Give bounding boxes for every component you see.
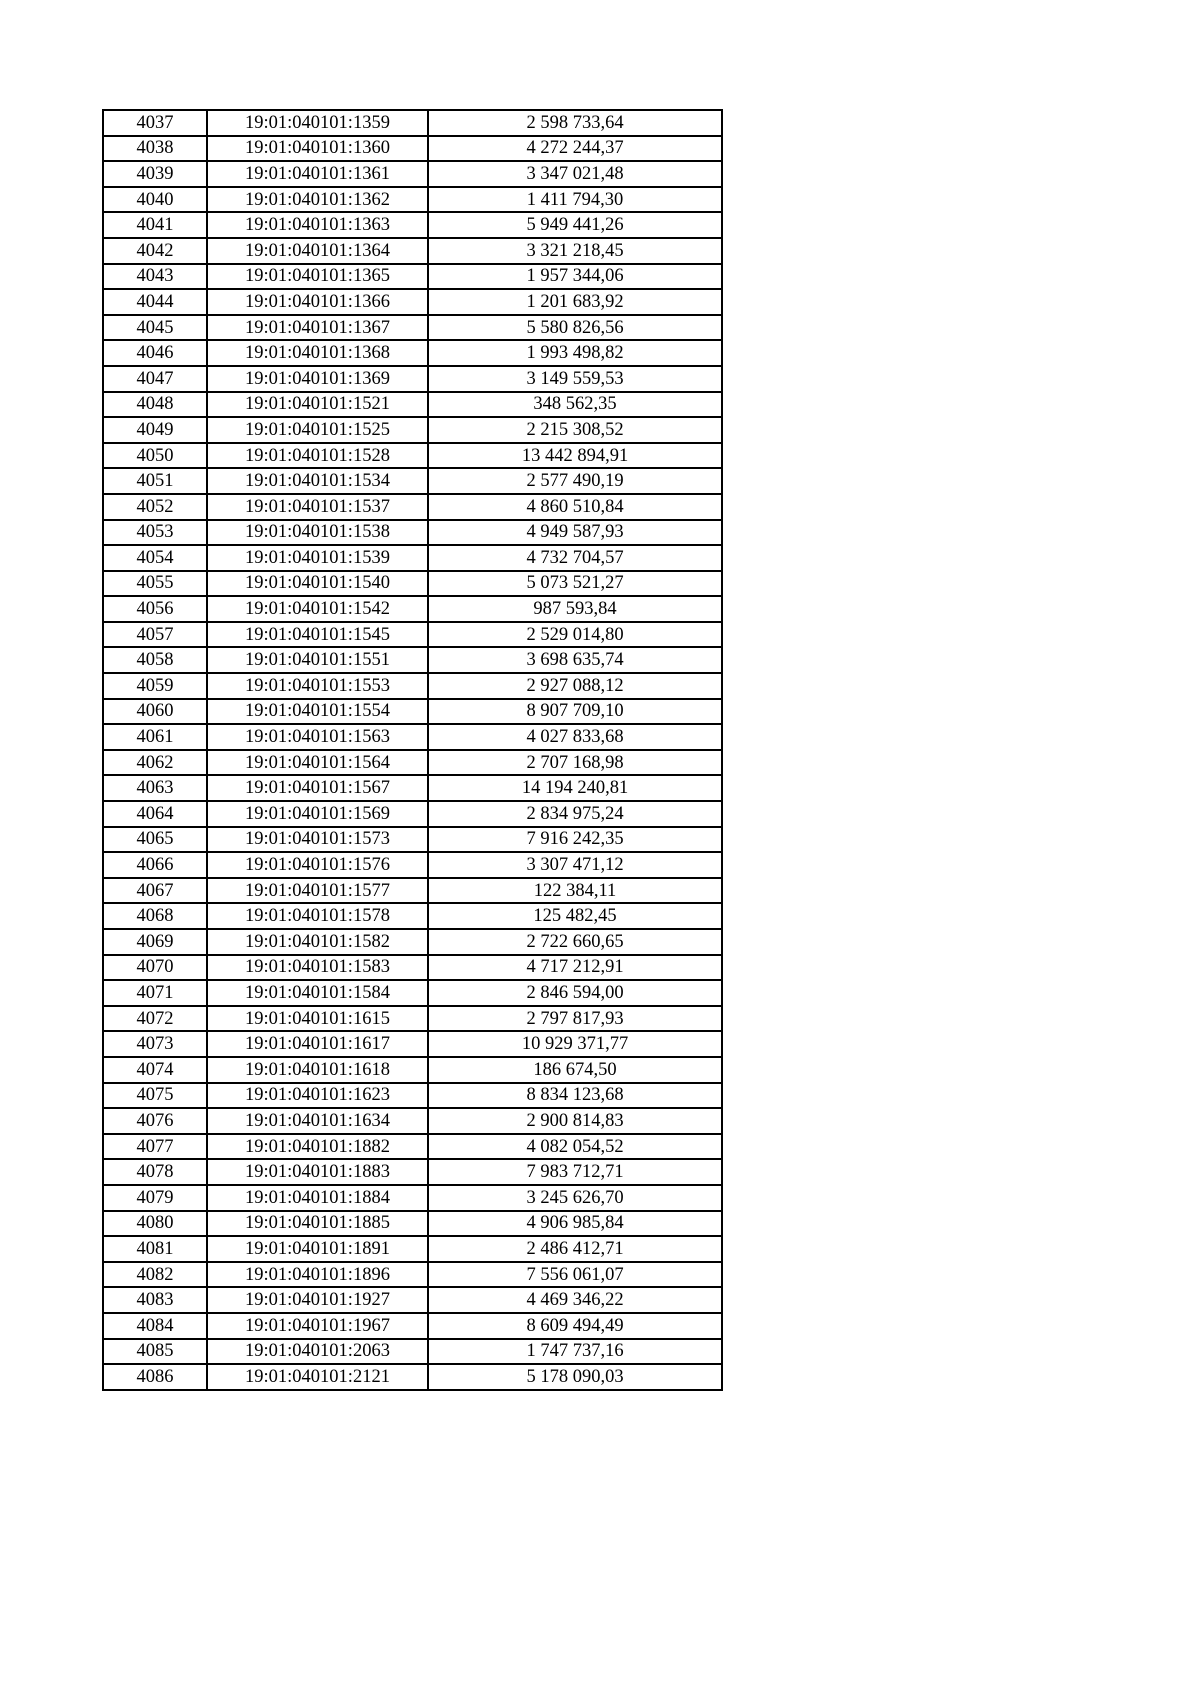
row-number-cell: 4041 [103, 212, 207, 238]
row-number-cell: 4059 [103, 673, 207, 699]
row-number-cell: 4066 [103, 852, 207, 878]
table-row [103, 1236, 722, 1262]
value-cell: 2 846 594,00 [428, 980, 722, 1006]
table-row [103, 136, 722, 162]
value-cell: 2 707 168,98 [428, 750, 722, 776]
table-row [103, 1134, 722, 1160]
table-row [103, 622, 722, 648]
table-row [103, 212, 722, 238]
value-cell: 4 272 244,37 [428, 136, 722, 162]
value-cell: 7 983 712,71 [428, 1159, 722, 1185]
cadastral-number-cell: 19:01:040101:1362 [207, 187, 428, 213]
table-row [103, 1339, 722, 1365]
cadastral-number-cell: 19:01:040101:1528 [207, 443, 428, 469]
table-row [103, 724, 722, 750]
cadastral-number-cell: 19:01:040101:1364 [207, 238, 428, 264]
cadastral-number-cell: 19:01:040101:1896 [207, 1262, 428, 1288]
table-row [103, 520, 722, 546]
cadastral-number-cell: 19:01:040101:2121 [207, 1364, 428, 1390]
row-number-cell: 4073 [103, 1031, 207, 1057]
table-row [103, 1108, 722, 1134]
table-row [103, 392, 722, 418]
value-cell: 1 411 794,30 [428, 187, 722, 213]
value-cell: 4 469 346,22 [428, 1287, 722, 1313]
row-number-cell: 4047 [103, 366, 207, 392]
row-number-cell: 4051 [103, 468, 207, 494]
row-number-cell: 4082 [103, 1262, 207, 1288]
cadastral-number-cell: 19:01:040101:1884 [207, 1185, 428, 1211]
value-cell: 2 797 817,93 [428, 1006, 722, 1032]
table-row [103, 801, 722, 827]
table-row [103, 417, 722, 443]
row-number-cell: 4064 [103, 801, 207, 827]
row-number-cell: 4056 [103, 596, 207, 622]
cadastral-number-cell: 19:01:040101:1883 [207, 1159, 428, 1185]
value-cell: 4 949 587,93 [428, 520, 722, 546]
table-row [103, 187, 722, 213]
table-row [103, 366, 722, 392]
row-number-cell: 4054 [103, 545, 207, 571]
row-number-cell: 4039 [103, 161, 207, 187]
row-number-cell: 4050 [103, 443, 207, 469]
cadastral-number-cell: 19:01:040101:1538 [207, 520, 428, 546]
table-row [103, 827, 722, 853]
row-number-cell: 4037 [103, 110, 207, 136]
value-cell: 7 556 061,07 [428, 1262, 722, 1288]
table-row [103, 289, 722, 315]
cadastral-number-cell: 19:01:040101:1553 [207, 673, 428, 699]
value-cell: 5 580 826,56 [428, 315, 722, 341]
table-row [103, 443, 722, 469]
value-cell: 5 949 441,26 [428, 212, 722, 238]
cadastral-number-cell: 19:01:040101:1534 [207, 468, 428, 494]
value-cell: 125 482,45 [428, 903, 722, 929]
row-number-cell: 4055 [103, 571, 207, 597]
value-cell: 3 149 559,53 [428, 366, 722, 392]
table-row [103, 238, 722, 264]
cadastral-number-cell: 19:01:040101:1359 [207, 110, 428, 136]
cadastral-number-cell: 19:01:040101:1567 [207, 775, 428, 801]
value-cell: 3 347 021,48 [428, 161, 722, 187]
value-cell: 5 178 090,03 [428, 1364, 722, 1390]
value-cell: 14 194 240,81 [428, 775, 722, 801]
table-row [103, 775, 722, 801]
cadastral-number-cell: 19:01:040101:1578 [207, 903, 428, 929]
cadastral-number-cell: 19:01:040101:1927 [207, 1287, 428, 1313]
row-number-cell: 4079 [103, 1185, 207, 1211]
row-number-cell: 4040 [103, 187, 207, 213]
row-number-cell: 4085 [103, 1339, 207, 1365]
row-number-cell: 4046 [103, 340, 207, 366]
cadastral-number-cell: 19:01:040101:1545 [207, 622, 428, 648]
cadastral-number-cell: 19:01:040101:1623 [207, 1083, 428, 1109]
row-number-cell: 4086 [103, 1364, 207, 1390]
table-row [103, 596, 722, 622]
table-row [103, 494, 722, 520]
row-number-cell: 4072 [103, 1006, 207, 1032]
value-cell: 8 834 123,68 [428, 1083, 722, 1109]
table-row [103, 264, 722, 290]
cadastral-number-cell: 19:01:040101:1584 [207, 980, 428, 1006]
row-number-cell: 4057 [103, 622, 207, 648]
value-cell: 1 747 737,16 [428, 1339, 722, 1365]
table-row [103, 1057, 722, 1083]
table-row [103, 1364, 722, 1390]
value-cell: 4 082 054,52 [428, 1134, 722, 1160]
value-cell: 348 562,35 [428, 392, 722, 418]
row-number-cell: 4052 [103, 494, 207, 520]
cadastral-number-cell: 19:01:040101:1369 [207, 366, 428, 392]
cadastral-number-cell: 19:01:040101:1525 [207, 417, 428, 443]
table-row [103, 1031, 722, 1057]
table-row [103, 929, 722, 955]
cadastral-number-cell: 19:01:040101:1363 [207, 212, 428, 238]
row-number-cell: 4077 [103, 1134, 207, 1160]
cadastral-value-table [102, 109, 723, 1391]
cadastral-number-cell: 19:01:040101:1617 [207, 1031, 428, 1057]
value-cell: 4 906 985,84 [428, 1211, 722, 1237]
cadastral-number-cell: 19:01:040101:1573 [207, 827, 428, 853]
row-number-cell: 4071 [103, 980, 207, 1006]
value-cell: 3 245 626,70 [428, 1185, 722, 1211]
cadastral-number-cell: 19:01:040101:1554 [207, 699, 428, 725]
row-number-cell: 4074 [103, 1057, 207, 1083]
row-number-cell: 4063 [103, 775, 207, 801]
table-row [103, 468, 722, 494]
cadastral-number-cell: 19:01:040101:1539 [207, 545, 428, 571]
cadastral-number-cell: 19:01:040101:1540 [207, 571, 428, 597]
row-number-cell: 4048 [103, 392, 207, 418]
value-cell: 2 927 088,12 [428, 673, 722, 699]
row-number-cell: 4075 [103, 1083, 207, 1109]
cadastral-number-cell: 19:01:040101:1569 [207, 801, 428, 827]
row-number-cell: 4081 [103, 1236, 207, 1262]
table-row [103, 1262, 722, 1288]
cadastral-number-cell: 19:01:040101:1576 [207, 852, 428, 878]
row-number-cell: 4067 [103, 878, 207, 904]
value-cell: 2 598 733,64 [428, 110, 722, 136]
row-number-cell: 4045 [103, 315, 207, 341]
value-cell: 2 900 814,83 [428, 1108, 722, 1134]
row-number-cell: 4061 [103, 724, 207, 750]
table-row [103, 571, 722, 597]
value-cell: 2 834 975,24 [428, 801, 722, 827]
value-cell: 3 698 635,74 [428, 647, 722, 673]
row-number-cell: 4062 [103, 750, 207, 776]
table-row [103, 878, 722, 904]
cadastral-number-cell: 19:01:040101:1368 [207, 340, 428, 366]
value-cell: 1 201 683,92 [428, 289, 722, 315]
row-number-cell: 4043 [103, 264, 207, 290]
cadastral-number-cell: 19:01:040101:1891 [207, 1236, 428, 1262]
row-number-cell: 4065 [103, 827, 207, 853]
value-cell: 10 929 371,77 [428, 1031, 722, 1057]
value-cell: 2 529 014,80 [428, 622, 722, 648]
value-cell: 1 957 344,06 [428, 264, 722, 290]
table-row [103, 1006, 722, 1032]
cadastral-number-cell: 19:01:040101:1361 [207, 161, 428, 187]
cadastral-number-cell: 19:01:040101:1618 [207, 1057, 428, 1083]
table-row [103, 340, 722, 366]
row-number-cell: 4060 [103, 699, 207, 725]
cadastral-number-cell: 19:01:040101:1967 [207, 1313, 428, 1339]
value-cell: 4 732 704,57 [428, 545, 722, 571]
row-number-cell: 4053 [103, 520, 207, 546]
value-cell: 1 993 498,82 [428, 340, 722, 366]
cadastral-number-cell: 19:01:040101:1634 [207, 1108, 428, 1134]
cadastral-number-cell: 19:01:040101:1885 [207, 1211, 428, 1237]
value-cell: 3 307 471,12 [428, 852, 722, 878]
table-row [103, 980, 722, 1006]
cadastral-number-cell: 19:01:040101:1577 [207, 878, 428, 904]
table-row [103, 1159, 722, 1185]
table-row [103, 1313, 722, 1339]
row-number-cell: 4038 [103, 136, 207, 162]
value-cell: 2 215 308,52 [428, 417, 722, 443]
cadastral-number-cell: 19:01:040101:1367 [207, 315, 428, 341]
value-cell: 8 609 494,49 [428, 1313, 722, 1339]
value-cell: 5 073 521,27 [428, 571, 722, 597]
value-cell: 4 717 212,91 [428, 955, 722, 981]
value-cell: 4 860 510,84 [428, 494, 722, 520]
table-body [103, 110, 722, 1390]
cadastral-number-cell: 19:01:040101:1583 [207, 955, 428, 981]
value-cell: 4 027 833,68 [428, 724, 722, 750]
cadastral-number-cell: 19:01:040101:1521 [207, 392, 428, 418]
table-row [103, 673, 722, 699]
row-number-cell: 4078 [103, 1159, 207, 1185]
value-cell: 8 907 709,10 [428, 699, 722, 725]
value-cell: 2 722 660,65 [428, 929, 722, 955]
row-number-cell: 4049 [103, 417, 207, 443]
cadastral-number-cell: 19:01:040101:1563 [207, 724, 428, 750]
row-number-cell: 4080 [103, 1211, 207, 1237]
row-number-cell: 4058 [103, 647, 207, 673]
table-row [103, 852, 722, 878]
cadastral-number-cell: 19:01:040101:1537 [207, 494, 428, 520]
table-row [103, 750, 722, 776]
row-number-cell: 4069 [103, 929, 207, 955]
table-row [103, 315, 722, 341]
row-number-cell: 4070 [103, 955, 207, 981]
row-number-cell: 4076 [103, 1108, 207, 1134]
value-cell: 7 916 242,35 [428, 827, 722, 853]
table-row [103, 903, 722, 929]
value-cell: 2 577 490,19 [428, 468, 722, 494]
cadastral-number-cell: 19:01:040101:2063 [207, 1339, 428, 1365]
value-cell: 13 442 894,91 [428, 443, 722, 469]
table-row [103, 699, 722, 725]
value-cell: 987 593,84 [428, 596, 722, 622]
row-number-cell: 4068 [103, 903, 207, 929]
cadastral-number-cell: 19:01:040101:1366 [207, 289, 428, 315]
cadastral-number-cell: 19:01:040101:1882 [207, 1134, 428, 1160]
cadastral-number-cell: 19:01:040101:1564 [207, 750, 428, 776]
row-number-cell: 4084 [103, 1313, 207, 1339]
cadastral-number-cell: 19:01:040101:1360 [207, 136, 428, 162]
cadastral-number-cell: 19:01:040101:1582 [207, 929, 428, 955]
row-number-cell: 4044 [103, 289, 207, 315]
table-row [103, 110, 722, 136]
cadastral-number-cell: 19:01:040101:1542 [207, 596, 428, 622]
table-row [103, 1211, 722, 1237]
table-row [103, 545, 722, 571]
value-cell: 3 321 218,45 [428, 238, 722, 264]
row-number-cell: 4083 [103, 1287, 207, 1313]
row-number-cell: 4042 [103, 238, 207, 264]
table-row [103, 161, 722, 187]
cadastral-number-cell: 19:01:040101:1365 [207, 264, 428, 290]
value-cell: 2 486 412,71 [428, 1236, 722, 1262]
value-cell: 122 384,11 [428, 878, 722, 904]
table-row [103, 955, 722, 981]
table-row [103, 1083, 722, 1109]
table-row [103, 1287, 722, 1313]
value-cell: 186 674,50 [428, 1057, 722, 1083]
table-row [103, 647, 722, 673]
table-row [103, 1185, 722, 1211]
cadastral-number-cell: 19:01:040101:1615 [207, 1006, 428, 1032]
cadastral-number-cell: 19:01:040101:1551 [207, 647, 428, 673]
